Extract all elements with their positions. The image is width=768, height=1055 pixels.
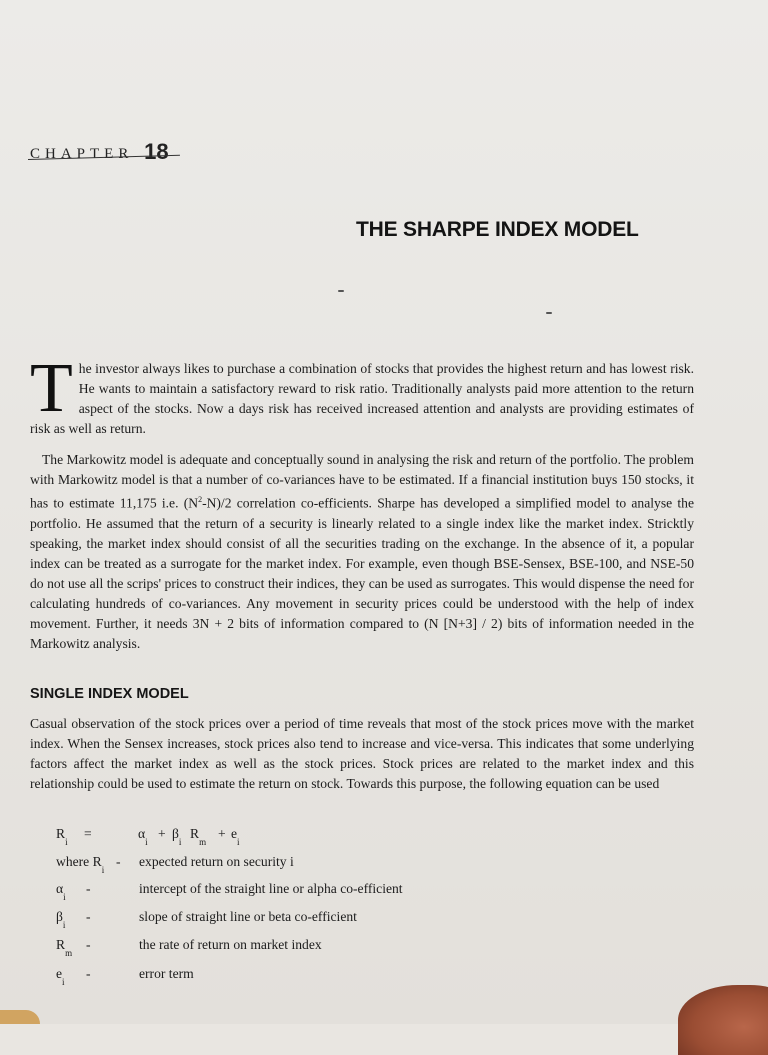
single-index-paragraph: Casual observation of the stock prices over a period of time reveals that most of the stock prices move with the market index. When the Sensex increases, stock prices also tend to increase and vice-versa. This indicates that some underlying factors affect the market index as well as the stock prices. Stock prices are related to the market index and this relationship could be used to estimate the return on stock. Towards this purpose, the following equation can be used (30, 716, 694, 791)
eq-lhs: $R_i$ (56, 826, 68, 847)
def-description: error term (139, 966, 194, 981)
chapter-number: 18 (144, 139, 169, 164)
para2-text-b: -N)/2 correlation co-efficients. Sharpe has developed a simplified model to analyse the portfolio. He assumed that the return of a security is linearly related to a single index like the market index. Stricktly speaking, the market index should consist of all the securities trading on the exchange. In the absence of it, a popular index can be treated as a surrogate for the market index. For example, even though BSE-Sensex, BSE-100, and NSE-50 do not use all the scrips' prices to construct their indices, they can be used as surrogates. This would dispense the need for calculating hundreds of co-variances. Any movement in security prices could be understood with the help of index movement. Further, it needs 3N + 2 bits of information compared to (N [N+3] / 2) bits of information needed in the Markowitz analysis. (30, 495, 695, 651)
eq-alpha: $\alpha_i$ (138, 826, 148, 847)
eq-rm: $R_m$ (190, 826, 207, 847)
chapter-label: CHAPTER (30, 146, 134, 162)
chapter-title: THE SHARPE INDEX MODEL (356, 218, 639, 241)
page-corner (0, 1010, 40, 1024)
para2-text-a: The Markowitz model is adequate and conceptually sound in analysing the risk and return of the portfolio. The problem with Markowitz model is that a number of co-variances have to be estimated. If a financial institution buys 150 stocks, it has to estimate 11,175 i.e. (N (30, 452, 694, 511)
def-symbol: $e_i$ (56, 966, 65, 987)
def-dash: - (116, 854, 121, 869)
def-description: expected return on security i (139, 854, 294, 869)
markowitz-paragraph (30, 450, 694, 654)
chapter-heading (30, 138, 169, 164)
def-dash: - (86, 966, 91, 981)
def-description: slope of straight line or beta co-efficient (139, 909, 357, 924)
section-heading: SINGLE INDEX MODEL (30, 686, 189, 702)
eq-plus-1: + (158, 826, 166, 841)
def-symbol: where $R_i$ (56, 854, 105, 875)
eq-beta: $\beta_i$ (172, 826, 182, 847)
print-speck (546, 312, 552, 314)
para2-superscript: 2 (198, 495, 203, 504)
def-dash: - (86, 909, 91, 924)
def-dash: - (86, 937, 91, 952)
def-symbol: $\alpha_i$ (56, 881, 66, 902)
eq-error: $e_i$ (231, 826, 240, 847)
intro-paragraph (30, 350, 694, 439)
def-symbol: $\beta_i$ (56, 909, 66, 930)
eq-equals: = (84, 826, 92, 841)
def-description: the rate of return on market index (139, 937, 322, 952)
drop-cap: T (30, 350, 73, 427)
def-description: intercept of the straight line or alpha co-efficient (139, 881, 403, 896)
def-dash: - (86, 881, 91, 896)
eq-plus-2: + (218, 826, 226, 841)
intro-text: he investor always likes to purchase a combination of stocks that provides the highest return and has lowest risk. He wants to maintain a satisfactory reward to risk ratio. Traditionally analysts paid more attention to the return aspect of the stocks. Now a days risk has received increased attention and analysts are providing estimates of risk as well as return. (30, 361, 694, 436)
print-speck (338, 290, 344, 292)
thumb-overlay (678, 985, 768, 1055)
def-symbol: $R_m$ (56, 937, 73, 958)
